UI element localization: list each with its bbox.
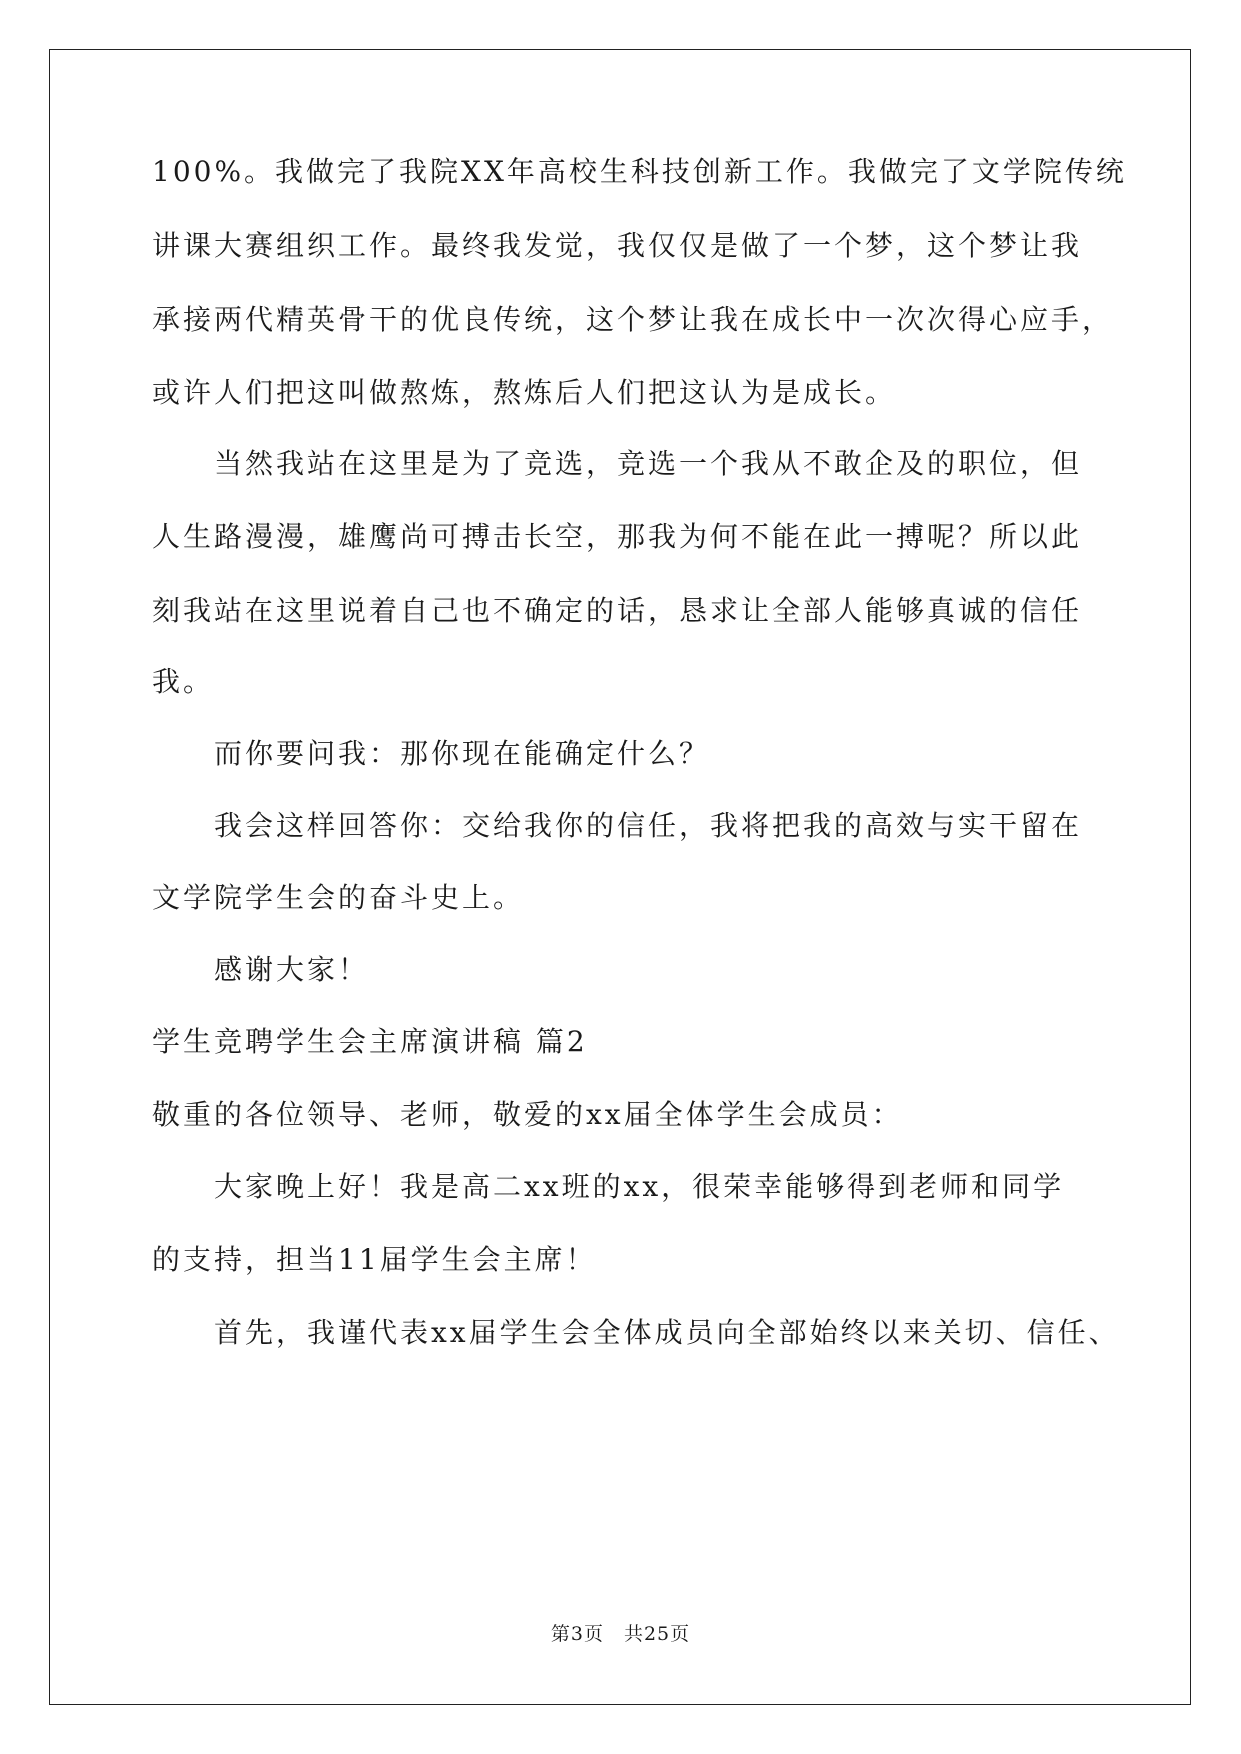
paragraph-line: 感谢大家！ (214, 953, 370, 986)
paragraph-line: 我会这样回答你：交给我你的信任，我将把我的高效与实干留在 (214, 809, 1083, 842)
paragraph-line: 首先，我谨代表xx届学生会全体成员向全部始终以来关切、信任、 (214, 1316, 1120, 1349)
paragraph-line: 100%。我做完了我院XX年高校生科技创新工作。我做完了文学院传统 (152, 155, 1127, 188)
paragraph-line: 刻我站在这里说着自己也不确定的话，恳求让全部人能够真诚的信任 (152, 594, 1083, 627)
paragraph-line: 而你要问我：那你现在能确定什么？ (214, 737, 711, 770)
paragraph-line: 人生路漫漫，雄鹰尚可搏击长空，那我为何不能在此一搏呢？所以此 (152, 520, 1083, 553)
paragraph-line: 我。 (152, 665, 215, 698)
paragraph-line: 当然我站在这里是为了竞选，竞选一个我从不敢企及的职位，但 (214, 447, 1083, 480)
paragraph-line: 讲课大赛组织工作。最终我发觉，我仅仅是做了一个梦，这个梦让我 (152, 229, 1083, 262)
paragraph-line: 的支持，担当11届学生会主席！ (152, 1243, 597, 1276)
page-border (49, 49, 1191, 1705)
salutation-line: 敬重的各位领导、老师，敬爱的xx届全体学生会成员： (152, 1098, 903, 1131)
paragraph-line: 大家晚上好！我是高二xx班的xx，很荣幸能够得到老师和同学 (214, 1170, 1065, 1203)
page-number-footer: 第3页 共25页 (550, 1623, 691, 1645)
paragraph-line: 或许人们把这叫做熬炼，熬炼后人们把这认为是成长。 (152, 376, 897, 409)
paragraph-line: 承接两代精英骨干的优良传统，这个梦让我在成长中一次次得心应手， (152, 303, 1114, 336)
section-heading: 学生竞聘学生会主席演讲稿 篇2 (152, 1025, 588, 1058)
paragraph-line: 文学院学生会的奋斗史上。 (152, 881, 525, 914)
